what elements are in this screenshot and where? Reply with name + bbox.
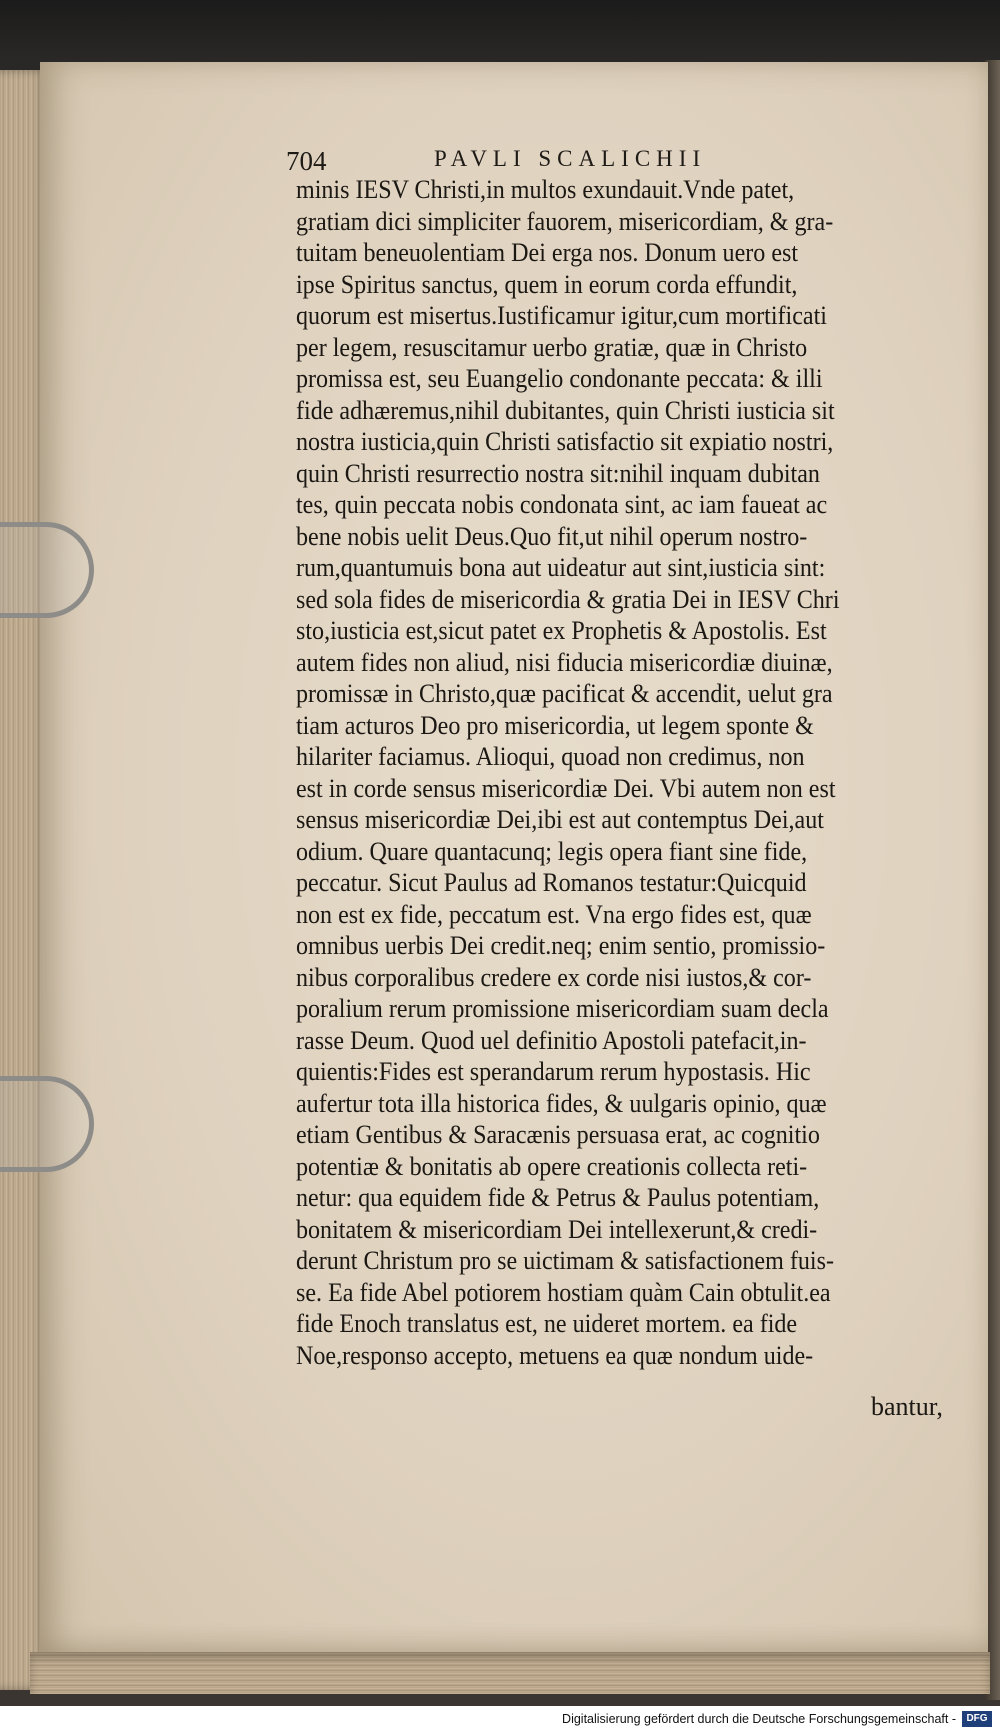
text-line: nostra iusticia,quin Christi satisfactio sit expiatio nostri,: [296, 426, 834, 456]
text-line: hilariter faciamus. Alioqui, quoad non credimus, non: [296, 741, 805, 771]
funding-credit: Digitalisierung gefördert durch die Deutsche Forschungsgemeinschaft -: [562, 1712, 956, 1726]
text-line: sed sola fides de misericordia & gratia Dei in IESV Chri: [296, 583, 840, 614]
dfg-logo: DFG: [962, 1711, 992, 1727]
text-line: est in corde sensus misericordiæ Dei. Vbi autem non est: [296, 772, 836, 803]
text-line: tes, quin peccata nobis condonata sint, ac iam faueat ac: [296, 489, 828, 519]
text-line: fide adhæremus,nihil dubitantes, quin Christi iusticia sit: [296, 394, 835, 425]
text-line: minis IESV Christi,in multos exundauit.Vnde patet,: [296, 174, 795, 204]
body-text: [296, 174, 946, 1371]
text-line: bene nobis uelit Deus.Quo fit,ut nihil operum nostro-: [296, 520, 808, 551]
digitization-footer: [0, 1706, 1000, 1734]
running-head: PAVLI SCALICHII: [434, 146, 707, 171]
text-line: quientis:Fides est sperandarum rerum hypostasis. Hic: [296, 1056, 811, 1086]
page-edges-bottom: [30, 1652, 990, 1694]
text-line: gratiam dici simpliciter fauorem, misericordiam, & gra-: [296, 205, 834, 236]
page-number: 704: [286, 146, 327, 176]
text-line: tiam acturos Deo pro misericordia, ut legem sponte &: [296, 709, 814, 740]
text-line: peccatur. Sicut Paulus ad Romanos testatur:Quicquid: [296, 867, 807, 897]
text-line: fide Enoch translatus est, ne uideret mortem. ea fide: [296, 1308, 798, 1338]
text-line: rasse Deum. Quod uel definitio Apostoli patefacit,in-: [296, 1024, 807, 1055]
text-line: quorum est misertus.Iustificamur igitur,cum mortificati: [296, 300, 827, 330]
text-line: per legem, resuscitamur uerbo gratiæ, quæ in Christo: [296, 331, 808, 362]
text-line: rum,quantumuis bona aut uideatur aut sint,iusticia sint:: [296, 552, 826, 582]
text-line: netur: qua equidem fide & Petrus & Paulus potentiam,: [296, 1182, 820, 1212]
text-line: bonitatem & misericordiam Dei intellexerunt,& credi-: [296, 1213, 818, 1244]
text-line: odium. Quare quantacunq; legis opera fiant sine fide,: [296, 835, 808, 866]
text-line: sto,iusticia est,sicut patet ex Prophetis & Apostolis. Est: [296, 615, 827, 645]
text-line: poralium rerum promissione misericordiam suam decla: [296, 993, 829, 1023]
text-line: quin Christi resurrectio nostra sit:nihil inquam dubitan: [296, 457, 820, 488]
text-line: sensus misericordiæ Dei,ibi est aut contemptus Dei,aut: [296, 804, 824, 834]
text-line: potentiæ & bonitatis ab opere creationis collecta reti-: [296, 1150, 808, 1181]
text-line: Noe,responso accepto, metuens ea quæ nondum uide-: [296, 1339, 814, 1370]
book-clamp-top: [0, 522, 94, 618]
text-line: se. Ea fide Abel potiorem hostiam quàm Cain obtulit.ea: [296, 1276, 831, 1307]
text-line: nibus corporalibus credere ex corde nisi iustos,& cor-: [296, 961, 812, 992]
text-line: omnibus uerbis Dei credit.neq; enim sentio, promissio-: [296, 930, 826, 960]
text-line: autem fides non aliud, nisi fiducia misericordiæ diuinæ,: [296, 646, 833, 677]
text-line: etiam Gentibus & Saracænis persuasa erat, ac cognitio: [296, 1119, 820, 1149]
text-line: aufertur tota illa historica fides, & uulgaris opinio, quæ: [296, 1087, 827, 1118]
text-line: tuitam beneuolentiam Dei erga nos. Donum uero est: [296, 237, 799, 267]
book-clamp-bottom: [0, 1076, 94, 1172]
text-line: derunt Christum pro se uictimam & satisfactionem fuis-: [296, 1245, 834, 1275]
text-line: promissa est, seu Euangelio condonante peccata: & illi: [296, 363, 823, 393]
text-line: ipse Spiritus sanctus, quem in eorum corda effundit,: [296, 268, 798, 299]
text-line: non est ex fide, peccatum est. Vna ergo fides est, quæ: [296, 898, 812, 929]
catchword: bantur,: [871, 1392, 943, 1421]
text-line: promissæ in Christo,quæ pacificat & accendit, uelut gra: [296, 678, 833, 708]
